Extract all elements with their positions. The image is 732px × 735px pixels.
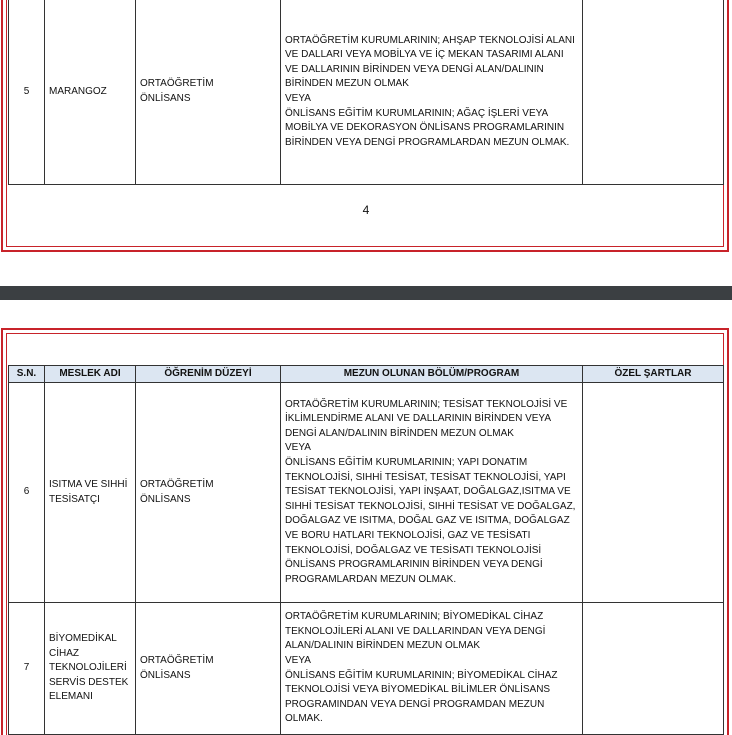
graduation-program [281, 383, 583, 603]
text-line: ÖNLİSANS [140, 93, 191, 104]
special-conditions [583, 0, 724, 185]
text-line: TEKNOLOJİSİ, SIHHİ TESİSAT, TESİSAT TEKNOLOJİSİ, YAPI [285, 471, 566, 483]
table-header-row [9, 366, 724, 383]
occupation-table-continued [8, 0, 724, 185]
table-row [9, 0, 724, 185]
document-page-4 [0, 0, 732, 254]
text-line: ÖNLİSANS [140, 669, 191, 681]
text-line: PROGRAMLARDAN MEZUN OLMAK. [285, 573, 457, 585]
graduation-program [281, 0, 583, 185]
special-conditions [583, 383, 724, 603]
text-line: ÖNLİSANS EĞİTİM KURUMLARININ; BİYOMEDİKAL CİHAZ [285, 669, 558, 681]
text-line: ALAN/DALININ BİRİNDEN MEZUN OLMAK [285, 640, 481, 652]
text-line: BİYOMEDİKAL [49, 633, 117, 645]
graduation-program [281, 603, 583, 735]
page-separator [0, 286, 732, 300]
text-line: VEYA [285, 442, 311, 454]
text-line: VE DALLARI VEYA MOBİLYA VE İÇ MEKAN TASARIMI ALANI [285, 49, 564, 61]
row-number: 7 [9, 603, 45, 735]
occupation-name: MARANGOZ [45, 0, 136, 185]
text-line: ORTAÖĞRETİM [140, 78, 214, 90]
row-number: 6 [9, 383, 45, 603]
text-line: ORTAÖĞRETİM [140, 478, 214, 490]
text-line: TESİSATÇI [49, 493, 100, 505]
table-row [9, 383, 724, 603]
text-line: MOBİLYA VE DEKORASYON ÖNLİSANS PROGRAMLARININ [285, 122, 565, 134]
text-line: TEKNOLOJİLERİ [49, 662, 127, 674]
text-line: DOĞALGAZ VE ISITMA, DOĞAL GAZ VE ISITMA, DOĞALGAZ [285, 515, 570, 527]
text-line: SIHHİ TESİSAT TEKNOLOJİSİ, SIHHİ TESİSAT VE DOĞALGAZ, [285, 500, 576, 512]
text-line: SERVİS DESTEK [49, 676, 129, 688]
header-sn: S.N. [9, 366, 45, 383]
text-line: TEKNOLOJİSİ VEYA BİYOMEDİKAL BİLİMLER ÖNLİSANS [285, 684, 551, 696]
text-line: ÖNLİSANS EĞİTİM KURUMLARININ; AĞAÇ İŞLERİ VEYA [285, 107, 549, 119]
text-line: BİRİNDEN VEYA DENGİ PROGRAMLARDAN MEZUN OLMAK. [285, 136, 570, 148]
education-level [136, 383, 281, 603]
education-level [136, 603, 281, 735]
text-line: ISITMA VE SIHHİ [49, 478, 128, 490]
text-line: ORTAÖĞRETİM KURUMLARININ; AHŞAP TEKNOLOJİSİ ALANI [285, 34, 575, 46]
text-line: BİRİNDEN MEZUN OLMAK [285, 78, 409, 90]
text-line: CİHAZ [49, 647, 79, 659]
text-line: VEYA [285, 654, 311, 666]
text-line: VE DALLARININ BİRİNDEN VEYA DENGİ ALAN/DALININ [285, 63, 544, 75]
special-conditions [583, 603, 724, 735]
text-line: ÖNLİSANS PROGRAMLARININ BİRİNDEN VEYA DENGİ [285, 559, 543, 571]
text-line: DENGİ ALAN/DALININ BİRİNDEN MEZUN OLMAK [285, 427, 514, 439]
row-number: 5 [9, 0, 45, 185]
text-line: PROGRAMINDAN VEYA DENGİ PROGRAMDAN MEZUN [285, 698, 545, 710]
text-line: VEYA [285, 93, 311, 104]
table-row [9, 603, 724, 735]
text-line: OLMAK. [285, 713, 323, 725]
occupation-name [45, 603, 136, 735]
document-page-5 [0, 328, 732, 735]
text-line: ORTAÖĞRETİM KURUMLARININ; TESİSAT TEKNOLOJİSİ VE [285, 398, 568, 410]
page-gap [0, 300, 732, 328]
header-level: ÖĞRENİM DÜZEYİ [136, 366, 281, 383]
text-line: ORTAÖĞRETİM KURUMLARININ; BİYOMEDİKAL CİHAZ [285, 611, 544, 623]
header-special: ÖZEL ŞARTLAR [583, 366, 724, 383]
text-line: İKLİMLENDİRME ALANI VE DALLARININ BİRİNDEN VEYA [285, 413, 552, 425]
text-line: ORTAÖĞRETİM [140, 654, 214, 666]
occupation-name [45, 383, 136, 603]
occupation-table [8, 365, 724, 735]
header-job: MESLEK ADI [45, 366, 136, 383]
text-line: ELEMANI [49, 691, 93, 703]
page-gap [0, 254, 732, 286]
text-line: TESİSAT TEKNOLOJİSİ, YAPI İNŞAAT, DOĞALGAZ,ISITMA VE [285, 486, 571, 498]
text-line: VE BORU HATLARI TEKNOLOJİSİ, GAZ VE TESİSATI [285, 529, 531, 541]
text-line: ÖNLİSANS EĞİTİM KURUMLARININ; YAPI DONATIM [285, 457, 528, 469]
header-program: MEZUN OLUNAN BÖLÜM/PROGRAM [281, 366, 583, 383]
text-line: TEKNOLOJİSİ, DOĞALGAZ VE TESİSATI TEKNOLOJİSİ [285, 544, 542, 556]
text-line: TEKNOLOJİLERİ ALANI VE DALLARINDAN VEYA DENGİ [285, 625, 546, 637]
text-line: ÖNLİSANS [140, 493, 191, 505]
education-level [136, 0, 281, 185]
page-number: 4 [362, 203, 370, 217]
